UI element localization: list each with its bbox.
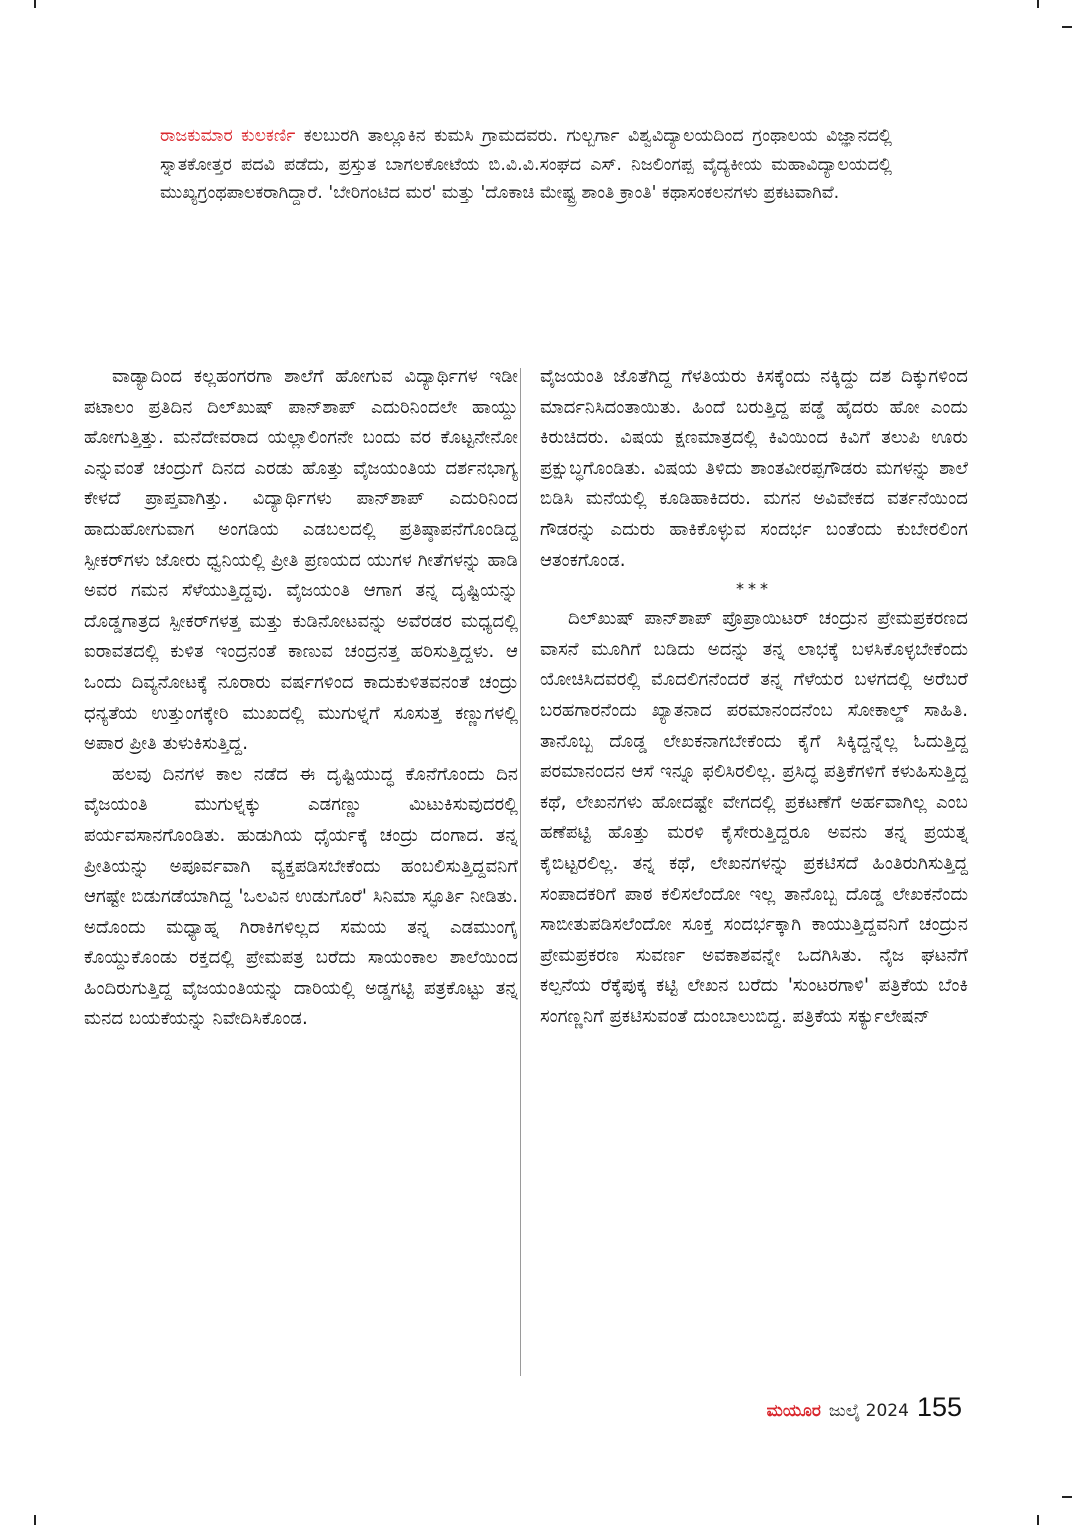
magazine-name: ಮಯೂರ xyxy=(766,1401,821,1421)
right-paragraph-2: ದಿಲ್‌ಖುಷ್ ಪಾನ್‌ಶಾಪ್ ಪ್ರೊಪ್ರಾಯಿಟರ್ ಚಂದ್ರುನ ಪ್ರೇಮಪ್ರಕರಣದ ವಾಸನೆ ಮೂಗಿಗೆ ಬಡಿದು ಅದನ್ನು ತನ್ನ ಲಾಭಕ್ಕೆ ಬಳಸಿಕೊಳ್ಳಬೇಕೆಂದು ಯೋಚಿಸಿದವರಲ್ಲಿ ಮೊದಲಿಗನೆಂದರೆ ತನ್ನ ಗೆಳೆಯರ ಬಳಗದಲ್ಲಿ ಅರೆಬರೆ ಬರಹಗಾರನೆಂದು ಖ್ಯಾತನಾದ ಪರಮಾನಂದನೆಂಬ ಸೋಕಾಲ್ಡ್ ಸಾಹಿತಿ. ತಾನೊಬ್ಬ ದೊಡ್ಡ ಲೇಖಕನಾಗಬೇಕೆಂದು ಕೈಗೆ ಸಿಕ್ಕಿದ್ದನ್ನೆಲ್ಲ ಓದುತ್ತಿದ್ದ ಪರಮಾನಂದನ ಆಸೆ ಇನ್ನೂ ಫಲಿಸಿರಲಿಲ್ಲ. ಪ್ರಸಿದ್ಧ ಪತ್ರಿಕೆಗಳಿಗೆ ಕಳುಹಿಸುತ್ತಿದ್ದ ಕಥೆ, ಲೇಖನಗಳು ಹೋದಷ್ಟೇ ವೇಗದಲ್ಲಿ ಪ್ರಕಟಣೆಗೆ ಅರ್ಹವಾಗಿಲ್ಲ ಎಂಬ ಹಣೆಪಟ್ಟಿ ಹೊತ್ತು ಮರಳಿ ಕೈಸೇರುತ್ತಿದ್ದರೂ ಅವನು ತನ್ನ ಪ್ರಯತ್ನ ಕೈಬಿಟ್ಟರಲಿಲ್ಲ. ತನ್ನ ಕಥೆ, ಲೇಖನಗಳನ್ನು ಪ್ರಕಟಿಸದೆ ಹಿಂತಿರುಗಿಸುತ್ತಿದ್ದ ಸಂಪಾದಕರಿಗೆ ಪಾಠ ಕಲಿಸಲೆಂದೋ ಇಲ್ಲ ತಾನೊಬ್ಬ ದೊಡ್ಡ ಲೇಖಕನೆಂದು ಸಾಬೀತುಪಡಿಸಲೆಂದೋ ಸೂಕ್ತ ಸಂದರ್ಭಕ್ಕಾಗಿ ಕಾಯುತ್ತಿದ್ದವನಿಗೆ ಚಂದ್ರುನ ಪ್ರೇಮಪ್ರಕರಣ ಸುವರ್ಣ ಅವಕಾಶವನ್ನೇ ಒದಗಿಸಿತು. ನೈಜ ಘಟನೆಗೆ ಕಲ್ಪನೆಯ ರೆಕ್ಕೆಪುಕ್ಕ ಕಟ್ಟಿ ಲೇಖನ ಬರೆದು 'ಸುಂಟರಗಾಳಿ' ಪತ್ರಿಕೆಯ ಬೆಂಕಿ ಸಂಗಣ್ಣನಿಗೆ ಪ್ರಕಟಿಸುವಂತೆ ದುಂಬಾಲುಬಿದ್ದ. ಪತ್ರಿಕೆಯ ಸರ್ಕ್ಯುಲೇಷನ್ xyxy=(540,608,968,1027)
left-paragraph-2: ಹಲವು ದಿನಗಳ ಕಾಲ ನಡೆದ ಈ ದೃಷ್ಟಿಯುದ್ಧ ಕೊನೆಗೊಂದು ದಿನ ವೈಜಯಂತಿ ಮುಗುಳ್ನಕ್ಕು ಎಡಗಣ್ಣು ಮಿಟುಕಿಸುವುದರಲ್ಲಿ ಪರ್ಯವಸಾನಗೊಂಡಿತು. ಹುಡುಗಿಯ ಧೈರ್ಯಕ್ಕೆ ಚಂದ್ರು ದಂಗಾದ. ತನ್ನ ಪ್ರೀತಿಯನ್ನು ಅಪೂರ್ವವಾಗಿ ವ್ಯಕ್ತಪಡಿಸಬೇಕೆಂದು ಹಂಬಲಿಸುತ್ತಿದ್ದವನಿಗೆ ಆಗಷ್ಟೇ ಬಿಡುಗಡೆಯಾಗಿದ್ದ 'ಒಲವಿನ ಉಡುಗೊರೆ' ಸಿನಿಮಾ ಸ್ಫೂರ್ತಿ ನೀಡಿತು. ಅದೊಂದು ಮಧ್ಯಾಹ್ನ ಗಿರಾಕಿಗಳಿಲ್ಲದ ಸಮಯ ತನ್ನ ಎಡಮುಂಗೈ ಕೊಯ್ದುಕೊಂಡು ರಕ್ತದಲ್ಲಿ ಪ್ರೇಮಪತ್ರ ಬರೆದು ಸಾಯಂಕಾಲ ಶಾಲೆಯಿಂದ ಹಿಂದಿರುಗುತ್ತಿದ್ದ ವೈಜಯಂತಿಯನ್ನು ದಾರಿಯಲ್ಲಿ ಅಡ್ಡಗಟ್ಟಿ ಪತ್ರಕೊಟ್ಟು ತನ್ನ ಮನದ ಬಯಕೆಯನ್ನು ನಿವೇದಿಸಿಕೊಂಡ. xyxy=(84,763,518,1030)
author-bio-text: ಕಲಬುರಗಿ ತಾಲ್ಲೂಕಿನ ಕುಮಸಿ ಗ್ರಾಮದವರು. ಗುಲ್ಬರ್ಗಾ ವಿಶ್ವವಿದ್ಯಾಲಯದಿಂದ ಗ್ರಂಥಾಲಯ ವಿಜ್ಞಾನದಲ್ಲಿ ಸ್ನಾತಕೋತ್ತರ ಪದವಿ ಪಡೆದು, ಪ್ರಸ್ತುತ ಬಾಗಲಕೋಟೆಯ ಬಿ.ವಿ.ವಿ.ಸಂಘದ ಎಸ್. ನಿಜಲಿಂಗಪ್ಪ ವೈದ್ಯಕೀಯ ಮಹಾವಿದ್ಯಾಲಯದಲ್ಲಿ ಮುಖ್ಯಗ್ರಂಥಪಾಲಕರಾಗಿದ್ದಾರೆ. 'ಬೇರಿಗಂಟಿದ ಮರ' ಮತ್ತು 'ದೊಕಾಚಿ ಮೇಷ್ಟ್ರ ಶಾಂತಿ ಕ್ರಾಂತಿ' ಕಥಾಸಂಕಲನಗಳು ಪ್ರಕಟವಾಗಿವೆ. xyxy=(160,126,892,204)
issue-date: ಜುಲೈ 2024 xyxy=(828,1401,909,1421)
crop-mark-bottom-right xyxy=(1037,1515,1039,1525)
page-number: 155 xyxy=(916,1392,962,1422)
left-column xyxy=(84,362,518,1035)
left-paragraph-1: ವಾಡ್ಯಾದಿಂದ ಕಲ್ಲಹಂಗರಗಾ ಶಾಲೆಗೆ ಹೋಗುವ ವಿದ್ಯಾರ್ಥಿಗಳ ಇಡೀ ಪಟಾಲಂ ಪ್ರತಿದಿನ ದಿಲ್‌ಖುಷ್ ಪಾನ್‌ಶಾಪ್ ಎದುರಿನಿಂದಲೇ ಹಾಯ್ದು ಹೋಗುತ್ತಿತ್ತು. ಮನೆದೇವರಾದ ಯಲ್ಲಾಲಿಂಗನೇ ಬಂದು ವರ ಕೊಟ್ಟನೇನೋ ಎನ್ನುವಂತೆ ಚಂದ್ರುಗೆ ದಿನದ ಎರಡು ಹೊತ್ತು ವೈಜಯಂತಿಯ ದರ್ಶನಭಾಗ್ಯ ಕೇಳದೆ ಪ್ರಾಪ್ತವಾಗಿತ್ತು. ವಿದ್ಯಾರ್ಥಿಗಳು ಪಾನ್‌ಶಾಪ್ ಎದುರಿನಿಂದ ಹಾದುಹೋಗುವಾಗ ಅಂಗಡಿಯ ಎಡಬಲದಲ್ಲಿ ಪ್ರತಿಷ್ಠಾಪನೆಗೊಂಡಿದ್ದ ಸ್ಪೀಕರ್‌ಗಳು ಜೋರು ಧ್ವನಿಯಲ್ಲಿ ಪ್ರೀತಿ ಪ್ರಣಯದ ಯುಗಳ ಗೀತೆಗಳನ್ನು ಹಾಡಿ ಅವರ ಗಮನ ಸೆಳೆಯುತ್ತಿದ್ದವು. ವೈಜಯಂತಿ ಆಗಾಗ ತನ್ನ ದೃಷ್ಟಿಯನ್ನು ದೊಡ್ಡಗಾತ್ರದ ಸ್ಪೀಕರ್‌ಗಳತ್ತ ಮತ್ತು ಕುಡಿನೋಟವನ್ನು ಅವೆರಡರ ಮಧ್ಯದಲ್ಲಿ ಐರಾವತದಲ್ಲಿ ಕುಳಿತ ಇಂದ್ರನಂತೆ ಕಾಣುವ ಚಂದ್ರನತ್ತ ಹರಿಸುತ್ತಿದ್ದಳು. ಆ ಒಂದು ದಿವ್ಯನೋಟಕ್ಕೆ ನೂರಾರು ವರ್ಷಗಳಿಂದ ಕಾದುಕುಳಿತವನಂತೆ ಚಂದ್ರು ಧನ್ಯತೆಯ ಉತ್ತುಂಗಕ್ಕೇರಿ ಮುಖದಲ್ಲಿ ಮುಗುಳ್ನಗೆ ಸೂಸುತ್ತ ಕಣ್ಣುಗಳಲ್ಲಿ ಅಪಾರ ಪ್ರೀತಿ ತುಳುಕಿಸುತ್ತಿದ್ದ. xyxy=(84,366,518,755)
right-paragraph-1: ವೈಜಯಂತಿ ಜೊತೆಗಿದ್ದ ಗೆಳತಿಯರು ಕಿಸಕ್ಕೆಂದು ನಕ್ಕಿದ್ದು ದಶ ದಿಕ್ಕುಗಳಿಂದ ಮಾರ್ದನಿಸಿದಂತಾಯಿತು. ಹಿಂದೆ ಬರುತ್ತಿದ್ದ ಪಡ್ಡೆ ಹೈದರು ಹೋ ಎಂದು ಕಿರುಚಿದರು. ವಿಷಯ ಕ್ಷಣಮಾತ್ರದಲ್ಲಿ ಕಿವಿಯಿಂದ ಕಿವಿಗೆ ತಲುಪಿ ಊರು ಪ್ರಕ್ಷುಬ್ಧಗೊಂಡಿತು. ವಿಷಯ ತಿಳಿದು ಶಾಂತವೀರಪ್ಪಗೌಡರು ಮಗಳನ್ನು ಶಾಲೆ ಬಿಡಿಸಿ ಮನೆಯಲ್ಲಿ ಕೂಡಿಹಾಕಿದರು. ಮಗನ ಅವಿವೇಕದ ವರ್ತನೆಯಿಂದ ಗೌಡರನ್ನು ಎದುರು ಹಾಕಿಕೊಳ್ಳುವ ಸಂದರ್ಭ ಬಂತೆಂದು ಕುಬೇರಲಿಂಗ ಆತಂಕಗೊಂಡ. xyxy=(540,366,968,571)
section-separator: *** xyxy=(736,579,772,599)
crop-mark-bottom-left xyxy=(34,1515,36,1525)
column-divider xyxy=(520,368,521,1376)
author-bio xyxy=(160,122,892,208)
crop-mark-right-top xyxy=(1062,26,1072,28)
crop-mark-right-bottom xyxy=(1062,1496,1072,1498)
author-name: ರಾಜಕುಮಾರ ಕುಲಕರ್ಣಿ xyxy=(160,126,296,146)
page-footer xyxy=(767,1392,962,1423)
crop-mark-top-left xyxy=(34,0,36,8)
right-column xyxy=(540,362,968,1032)
crop-mark-top-right xyxy=(1037,0,1039,8)
